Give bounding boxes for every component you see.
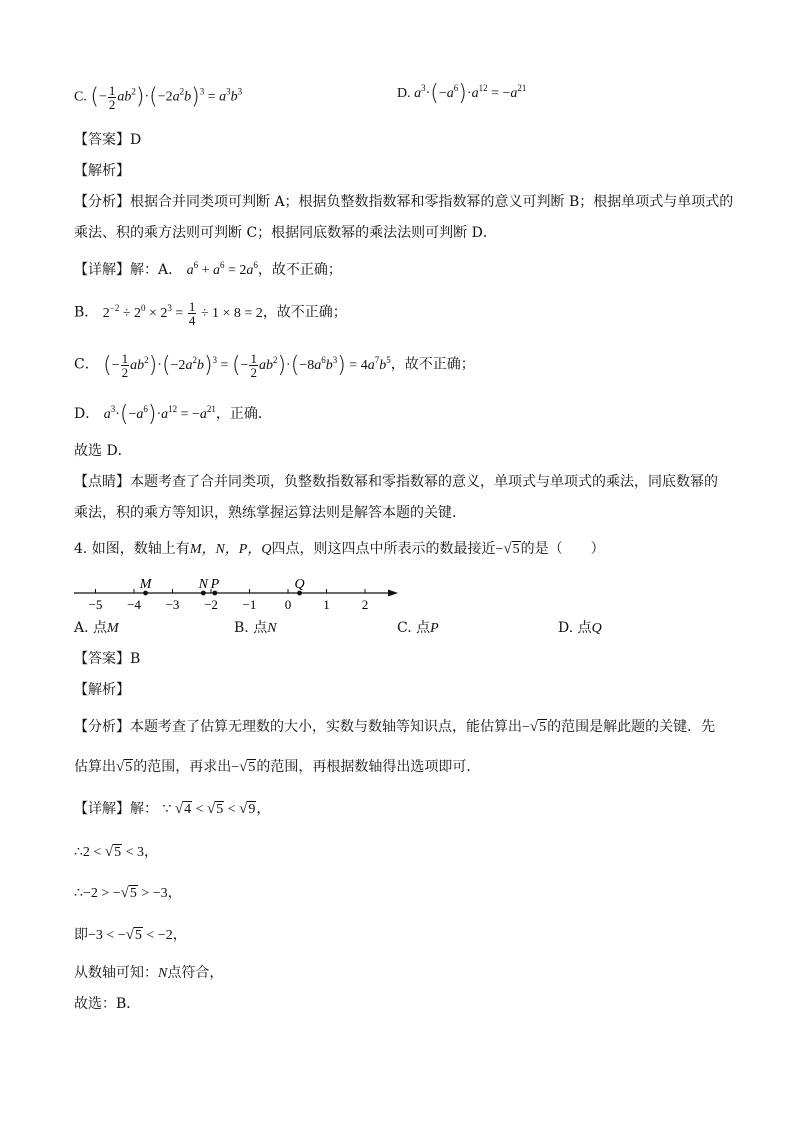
q4-option-a-label: A. 点 (74, 620, 108, 636)
therefore-sign: ∴ (74, 844, 83, 860)
fenxi-1-line1 (74, 192, 733, 212)
detail-2-step1: 【详解】解： ∵ √4 < √5 < √9， (74, 801, 271, 817)
detail-a-suffix: ，故不正确； (257, 262, 342, 278)
from-numline-prefix: 从数轴可知： (74, 965, 158, 981)
dianjing-tag: 【点睛】 (74, 474, 130, 490)
fenxi2-c: 估算出 (74, 759, 116, 775)
detail-b-suffix: ，故不正确； (262, 304, 347, 321)
detail-2-step4: 即−3 < −√5 < −2， (74, 927, 187, 943)
number-line-arrow (388, 590, 398, 597)
dianjing-line2: 乘法，积的乘方等知识，熟练掌握运算法则是解答本题的关键． (74, 505, 466, 521)
q4-option-b-label: B. 点 (234, 620, 268, 636)
choose-1: 故选 D． (74, 443, 132, 459)
q4-option-d[interactable] (558, 618, 602, 639)
answer-value: D (130, 132, 142, 148)
tick-label: −4 (127, 597, 141, 612)
q4-prefix: 4. 如图，数轴上有 (74, 541, 190, 557)
fenxi2-d: 的范围，再求出 (133, 759, 232, 775)
option-c-label: C. (74, 89, 87, 105)
fenxi2-b: 的范围是解此题的关键．先 (547, 719, 716, 735)
answer-1 (74, 130, 141, 150)
q4-option-c-label: C. 点 (397, 620, 431, 636)
analysis-tag-2: 【解析】 (74, 682, 130, 698)
detail-d-suffix: ，正确． (215, 406, 272, 422)
q4-points: M，N，P，Q (189, 542, 272, 557)
fenxi-tag: 【分析】 (74, 719, 130, 735)
number-line (68, 570, 408, 616)
q4-option-c[interactable] (397, 618, 439, 639)
fenxi2-e: 的范围，再根据数轴得出选项即可． (256, 759, 481, 775)
detail-b-prefix: B． (74, 304, 99, 321)
step4-prefix: 即 (74, 927, 88, 943)
option-d-label: D. (397, 86, 411, 101)
tick-label: 2 (361, 597, 369, 612)
point-label-m: M (139, 577, 152, 592)
q4-option-c-point: P (430, 621, 439, 636)
therefore-sign: ∴ (74, 885, 83, 901)
tick-label: 0 (284, 597, 292, 612)
dianjing-text: 本题考查了合并同类项，负整数指数幂和零指数幂的意义，单项式与单项式的乘法，同底数幂的 (130, 474, 718, 490)
q4-option-b[interactable] (234, 618, 277, 639)
answer-value: B (130, 651, 141, 667)
fenxi-1-line2: 乘法、积的乘方法则可判断 C；根据同底数幂的乘法法则可判断 D． (74, 225, 497, 241)
tick-label: −2 (204, 597, 218, 612)
fenxi-text: 根据合并同类项可判断 A；根据负整数指数幂和零指数幂的意义可判断 B；根据单项式与单项式的 (130, 194, 734, 210)
detail-1-b: B． $2^{-2} \div 2^0 \times 2^3$ = $\frac{1}{4}$ ÷ 1 × 8 = 2，故不正确； (74, 299, 347, 328)
fenxi-2-line1: 【分析】本题考查了估算无理数的大小，实数与数轴等知识点，能估算出−√5的范围是解此题的关键．先 (74, 719, 716, 735)
analysis-tag-1: 【解析】 (74, 163, 130, 179)
answer-tag: 【答案】 (74, 651, 130, 667)
q4-mid: 四点，则这四点中所表示的数最接近 (271, 541, 496, 557)
detail-1-c: C． (− $\frac{1}{2}$ $ab^2)\cdot(-2a^2b)^3$ = (− $\frac{1}{2}$ $ab^2)\cdot(-8a^6b^3) = 4a^7b^5$，故不正确； (74, 351, 475, 380)
detail-1-d: D． $a^3\cdot(-a^6)\cdot a^{12} = -a^{21}$，正确． (74, 402, 272, 427)
option-d: D. $a^3\cdot(-a^6)\cdot a^{12} = -a^{21}$ (397, 81, 527, 106)
from-numline-suffix: 点符合， (167, 965, 224, 981)
detail-2-step2: ∴2 < √5 < 3， (74, 844, 158, 860)
answer-tag: 【答案】 (74, 132, 130, 148)
detail-a-prefix: 解：A． (130, 262, 183, 278)
point-label-n: N (198, 577, 208, 592)
fenxi-2-line2: 估算出√5的范围，再求出−√5的范围，再根据数轴得出选项即可． (74, 759, 481, 775)
detail-2-step3: ∴−2 > −√5 > −3， (74, 885, 182, 901)
q4-option-b-point: N (267, 621, 277, 636)
detail-d-prefix: D． (74, 406, 100, 422)
detail-tag: 【详解】 (74, 801, 130, 817)
detail-1-a: 【详解】解：A． $a^6 + a^6 = 2a^6$，故不正确； (74, 260, 342, 278)
option-c: C. (− $\frac{1}{2}$ $ab^2)\cdot(-2a^2b)^3 = a^3b^3$ (74, 83, 243, 112)
fenxi-tag: 【分析】 (74, 194, 130, 210)
fenxi2-a: 本题考查了估算无理数的大小，实数与数轴等知识点，能估算出 (130, 719, 522, 735)
tick-label: −3 (165, 597, 180, 612)
tick-label: −1 (242, 597, 257, 612)
dianjing-line1 (74, 472, 718, 492)
point-label-q: Q (294, 577, 305, 592)
detail-tag: 【详解】 (74, 262, 130, 278)
q4-option-d-point: Q (591, 621, 602, 636)
tick-label: 1 (323, 597, 330, 612)
q4-option-a-point: M (107, 621, 119, 636)
detail-c-prefix: C． (74, 356, 99, 373)
detail-c-suffix: ，故不正确； (390, 356, 475, 373)
from-number-line (74, 963, 223, 984)
detail2-prefix: 解： (130, 801, 158, 817)
q4-suffix: 的是（ ） (520, 541, 605, 557)
question-4: 4. 如图，数轴上有M，N，P，Q四点，则这四点中所表示的数最接近−√5的是（ ） (74, 541, 605, 557)
tick-label: −5 (88, 597, 103, 612)
q4-option-a[interactable] (74, 618, 119, 639)
answer-2 (74, 649, 140, 669)
point-label-p: P (210, 577, 220, 592)
q4-option-d-label: D. 点 (558, 620, 592, 636)
choose-2: 故选：B． (74, 996, 141, 1012)
from-numline-point: N (158, 966, 168, 981)
